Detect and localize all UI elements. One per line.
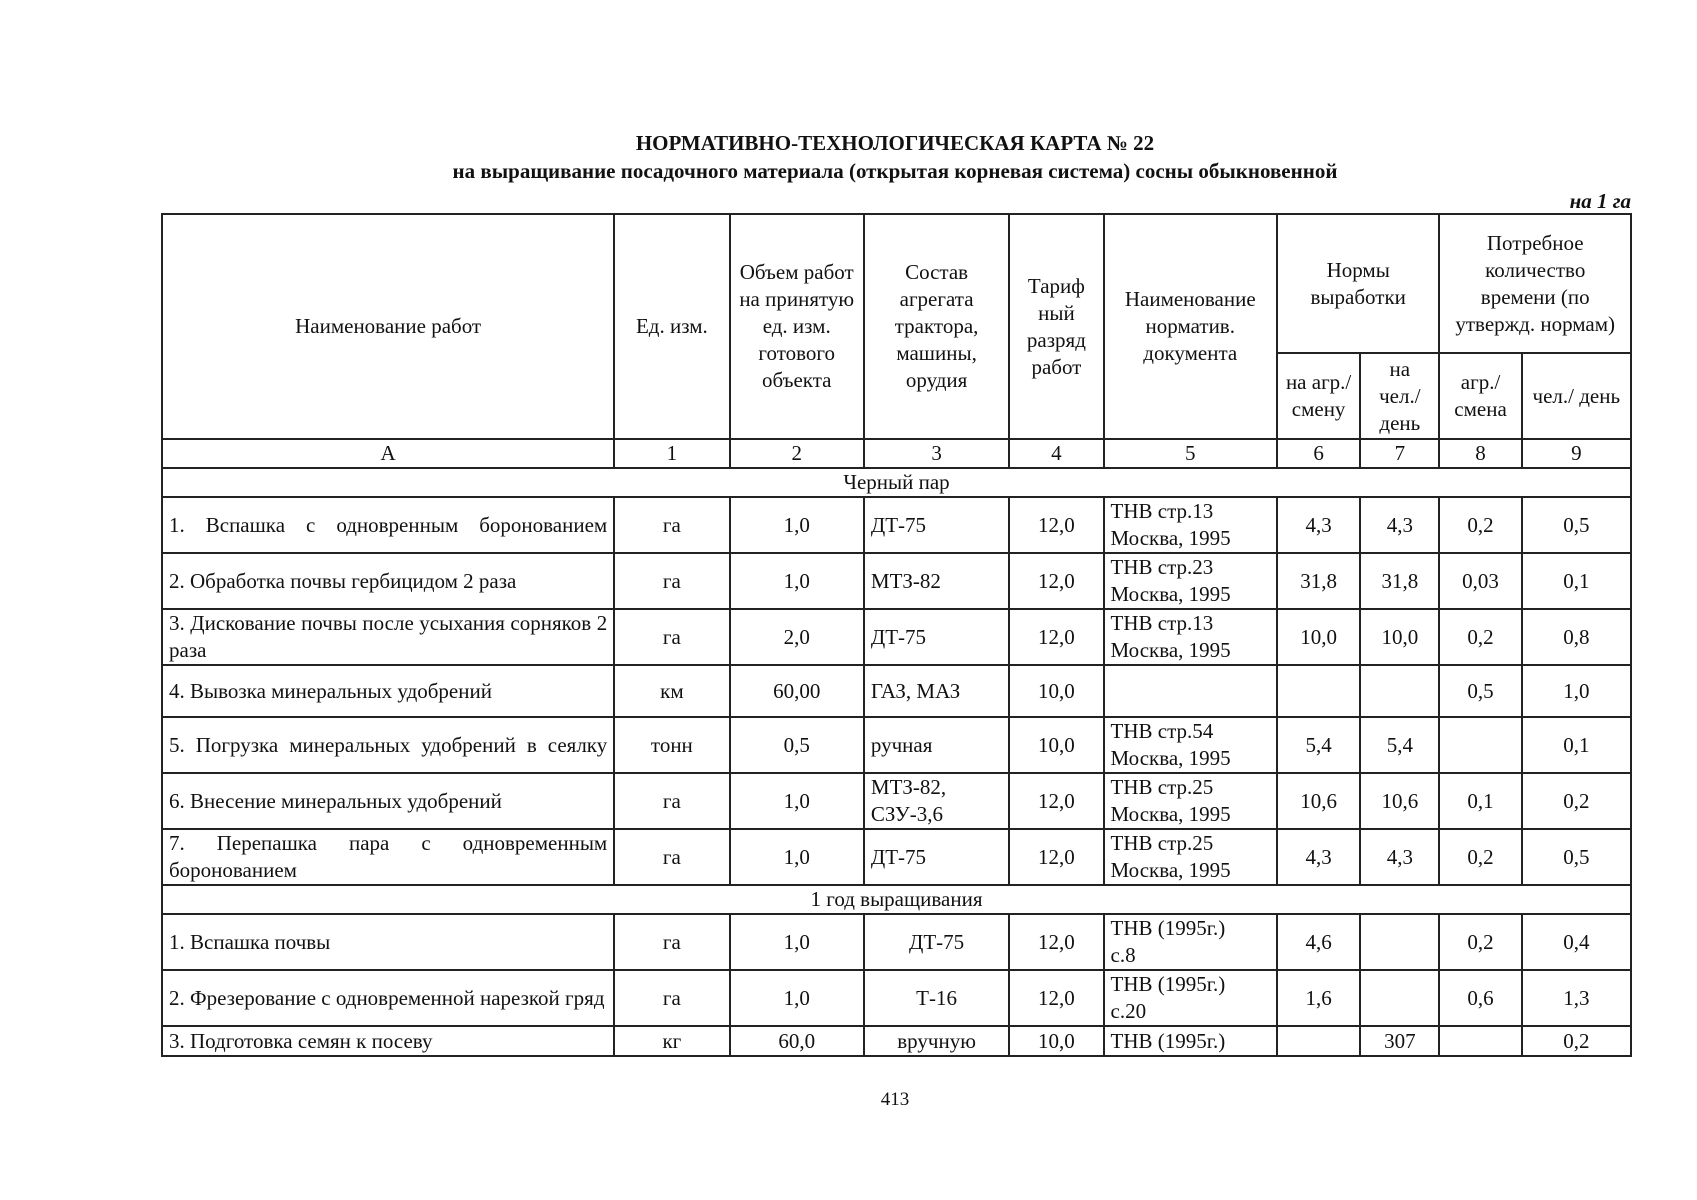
header-norms: Нормы выработки xyxy=(1277,214,1439,353)
document-place: с.8 xyxy=(1110,943,1136,967)
work-name-cell: 2. Обработка почвы гербицидом 2 раза xyxy=(162,553,614,609)
header-rate: Тариф ный разряд работ xyxy=(1009,214,1103,439)
document-place: Москва, 1995 xyxy=(1110,858,1231,882)
time-agr-cell xyxy=(1439,717,1521,773)
col-number: 5 xyxy=(1104,439,1277,468)
table-row xyxy=(162,1026,1631,1056)
time-man-cell: 0,4 xyxy=(1522,914,1631,970)
norm-man-cell xyxy=(1360,914,1439,970)
aggregate-cell: Т-16 xyxy=(864,970,1009,1026)
header-time-needed: Потребное количество времени (по утвержд. нормам) xyxy=(1439,214,1631,353)
document-ref: ТНВ (1995г.) xyxy=(1110,972,1226,996)
work-name-cell: 3. Подготовка семян к посеву xyxy=(162,1026,614,1056)
document-ref: ТНВ стр.13 xyxy=(1110,499,1214,523)
document-place: Москва, 1995 xyxy=(1110,638,1231,662)
volume-cell: 60,00 xyxy=(730,665,864,717)
unit-cell: га xyxy=(614,609,729,665)
document-ref: ТНВ (1995г.) xyxy=(1110,1028,1226,1053)
work-name-cell: 4. Вывозка минеральных удобрений xyxy=(162,665,614,717)
time-agr-cell: 0,6 xyxy=(1439,970,1521,1026)
table-row xyxy=(162,553,1631,609)
unit-cell: тонн xyxy=(614,717,729,773)
document-ref: ТНВ стр.25 xyxy=(1110,775,1214,799)
volume-cell: 1,0 xyxy=(730,914,864,970)
work-name-cell: 7. Перепашка пара с одновременным боронованием xyxy=(162,829,614,885)
time-agr-cell: 0,2 xyxy=(1439,609,1521,665)
time-man-cell: 0,5 xyxy=(1522,497,1631,553)
norm-agr-cell: 1,6 xyxy=(1277,970,1360,1026)
col-number: 9 xyxy=(1522,439,1631,468)
unit-cell: га xyxy=(614,914,729,970)
document-ref: ТНВ стр.23 xyxy=(1110,555,1214,579)
norm-man-cell: 10,6 xyxy=(1360,773,1439,829)
rate-cell: 10,0 xyxy=(1009,665,1103,717)
document-ref: ТНВ стр.25 xyxy=(1110,831,1214,855)
card-subtitle: на выращивание посадочного материала (открытая корневая система) сосны обыкновенной xyxy=(452,159,1338,183)
aggregate-cell: ГАЗ, МАЗ xyxy=(864,665,1009,717)
norm-man-cell: 31,8 xyxy=(1360,553,1439,609)
header-time-man: чел./ день xyxy=(1522,353,1631,439)
header-work-name: Наименование работ xyxy=(162,214,614,439)
aggregate-cell: ДТ-75 xyxy=(864,497,1009,553)
document-place: Москва, 1995 xyxy=(1110,802,1231,826)
document-cell xyxy=(1104,609,1277,665)
unit-cell: га xyxy=(614,970,729,1026)
norm-agr-cell xyxy=(1277,665,1360,717)
work-name-cell: 2. Фрезерование с одновременной нарезкой гряд xyxy=(162,970,614,1026)
volume-cell: 0,5 xyxy=(730,717,864,773)
work-name-cell: 3. Дискование почвы после усыхания сорняков 2 раза xyxy=(162,609,614,665)
document-cell xyxy=(1104,970,1277,1026)
table-row xyxy=(162,717,1631,773)
norm-agr-cell: 5,4 xyxy=(1277,717,1360,773)
aggregate-cell: ручная xyxy=(864,717,1009,773)
norm-agr-cell: 4,3 xyxy=(1277,829,1360,885)
aggregate-cell: ДТ-75 xyxy=(864,609,1009,665)
volume-cell: 1,0 xyxy=(730,553,864,609)
table-row xyxy=(162,665,1631,717)
rate-cell: 12,0 xyxy=(1009,829,1103,885)
norm-man-cell xyxy=(1360,665,1439,717)
work-name-cell: 6. Внесение минеральных удобрений xyxy=(162,773,614,829)
norm-agr-cell: 4,3 xyxy=(1277,497,1360,553)
aggregate-cell: МТЗ-82, СЗУ-3,6 xyxy=(864,773,1009,829)
unit-cell: га xyxy=(614,497,729,553)
norm-man-cell: 4,3 xyxy=(1360,497,1439,553)
aggregate-cell: МТЗ-82 xyxy=(864,553,1009,609)
document-place: Москва, 1995 xyxy=(1110,526,1231,550)
col-number: 1 xyxy=(614,439,729,468)
unit-cell: га xyxy=(614,553,729,609)
header-document: Наименование норматив. документа xyxy=(1104,214,1277,439)
document-place: с.20 xyxy=(1110,999,1147,1023)
norm-man-cell xyxy=(1360,970,1439,1026)
time-man-cell: 1,0 xyxy=(1522,665,1631,717)
document-place: Москва, 1995 xyxy=(1110,746,1231,770)
col-number: 7 xyxy=(1360,439,1439,468)
unit-cell: га xyxy=(614,829,729,885)
unit-cell: км xyxy=(614,665,729,717)
header-norm-agr: на агр./ смену xyxy=(1277,353,1360,439)
document-cell xyxy=(1104,717,1277,773)
norm-agr-cell: 31,8 xyxy=(1277,553,1360,609)
document-cell xyxy=(1104,1026,1277,1056)
unit-note: на 1 га xyxy=(1569,189,1631,213)
norm-man-cell: 10,0 xyxy=(1360,609,1439,665)
time-man-cell: 0,1 xyxy=(1522,553,1631,609)
unit-cell: га xyxy=(614,773,729,829)
norm-agr-cell: 10,0 xyxy=(1277,609,1360,665)
document-ref: ТНВ стр.13 xyxy=(1110,611,1214,635)
time-agr-cell: 0,1 xyxy=(1439,773,1521,829)
time-man-cell: 0,2 xyxy=(1522,773,1631,829)
rate-cell: 12,0 xyxy=(1009,553,1103,609)
volume-cell: 60,0 xyxy=(730,1026,864,1056)
card-title: НОРМАТИВНО-ТЕХНОЛОГИЧЕСКАЯ КАРТА № 22 xyxy=(635,131,1155,155)
col-number: 3 xyxy=(864,439,1009,468)
document-cell xyxy=(1104,553,1277,609)
rate-cell: 10,0 xyxy=(1009,717,1103,773)
norms-table xyxy=(161,213,1632,1057)
norm-man-cell: 5,4 xyxy=(1360,717,1439,773)
time-agr-cell: 0,5 xyxy=(1439,665,1521,717)
time-agr-cell: 0,2 xyxy=(1439,914,1521,970)
page-number: 413 xyxy=(880,1089,910,1110)
header-aggregate: Состав агрегата трактора, машины, орудия xyxy=(864,214,1009,439)
col-number: 4 xyxy=(1009,439,1103,468)
document-cell xyxy=(1104,497,1277,553)
volume-cell: 1,0 xyxy=(730,773,864,829)
volume-cell: 2,0 xyxy=(730,609,864,665)
rate-cell: 12,0 xyxy=(1009,609,1103,665)
header-volume: Объем работ на принятую ед. изм. готового объекта xyxy=(730,214,864,439)
document-cell xyxy=(1104,829,1277,885)
work-name-cell: 1. Вспашка почвы xyxy=(162,914,614,970)
table-row xyxy=(162,914,1631,970)
document-cell xyxy=(1104,665,1277,717)
time-agr-cell: 0,2 xyxy=(1439,829,1521,885)
header-norm-man: на чел./ день xyxy=(1360,353,1439,439)
norm-agr-cell: 4,6 xyxy=(1277,914,1360,970)
document-ref: ТНВ (1995г.) xyxy=(1110,916,1226,940)
volume-cell: 1,0 xyxy=(730,970,864,1026)
norm-agr-cell xyxy=(1277,1026,1360,1056)
table-row xyxy=(162,970,1631,1026)
rate-cell: 12,0 xyxy=(1009,773,1103,829)
volume-cell: 1,0 xyxy=(730,829,864,885)
document-place: Москва, 1995 xyxy=(1110,582,1231,606)
header-time-agr: агр./ смена xyxy=(1439,353,1521,439)
rate-cell: 12,0 xyxy=(1009,914,1103,970)
document-ref: ТНВ стр.54 xyxy=(1110,719,1214,743)
aggregate-cell: вручную xyxy=(864,1026,1009,1056)
time-man-cell: 0,2 xyxy=(1522,1026,1631,1056)
norm-man-cell: 4,3 xyxy=(1360,829,1439,885)
section-title: Черный пар xyxy=(162,468,1631,497)
col-number: А xyxy=(162,439,614,468)
norm-agr-cell: 10,6 xyxy=(1277,773,1360,829)
table-row xyxy=(162,773,1631,829)
aggregate-cell: ДТ-75 xyxy=(864,914,1009,970)
norm-man-cell: 307 xyxy=(1360,1026,1439,1056)
header-unit: Ед. изм. xyxy=(614,214,729,439)
time-man-cell: 0,1 xyxy=(1522,717,1631,773)
rate-cell: 10,0 xyxy=(1009,1026,1103,1056)
unit-cell: кг xyxy=(614,1026,729,1056)
col-number: 2 xyxy=(730,439,864,468)
section-title: 1 год выращивания xyxy=(162,885,1631,914)
work-name-cell: 1. Вспашка с одновренным боронованием xyxy=(162,497,614,553)
time-man-cell: 0,5 xyxy=(1522,829,1631,885)
rate-cell: 12,0 xyxy=(1009,970,1103,1026)
volume-cell: 1,0 xyxy=(730,497,864,553)
time-man-cell: 1,3 xyxy=(1522,970,1631,1026)
document-cell xyxy=(1104,914,1277,970)
col-number: 8 xyxy=(1439,439,1521,468)
table-row xyxy=(162,829,1631,885)
table-row xyxy=(162,497,1631,553)
time-agr-cell: 0,2 xyxy=(1439,497,1521,553)
work-name-cell: 5. Погрузка минеральных удобрений в сеялку xyxy=(162,717,614,773)
time-agr-cell: 0,03 xyxy=(1439,553,1521,609)
time-man-cell: 0,8 xyxy=(1522,609,1631,665)
aggregate-cell: ДТ-75 xyxy=(864,829,1009,885)
table-row xyxy=(162,609,1631,665)
rate-cell: 12,0 xyxy=(1009,497,1103,553)
time-agr-cell xyxy=(1439,1026,1521,1056)
col-number: 6 xyxy=(1277,439,1360,468)
document-cell xyxy=(1104,773,1277,829)
